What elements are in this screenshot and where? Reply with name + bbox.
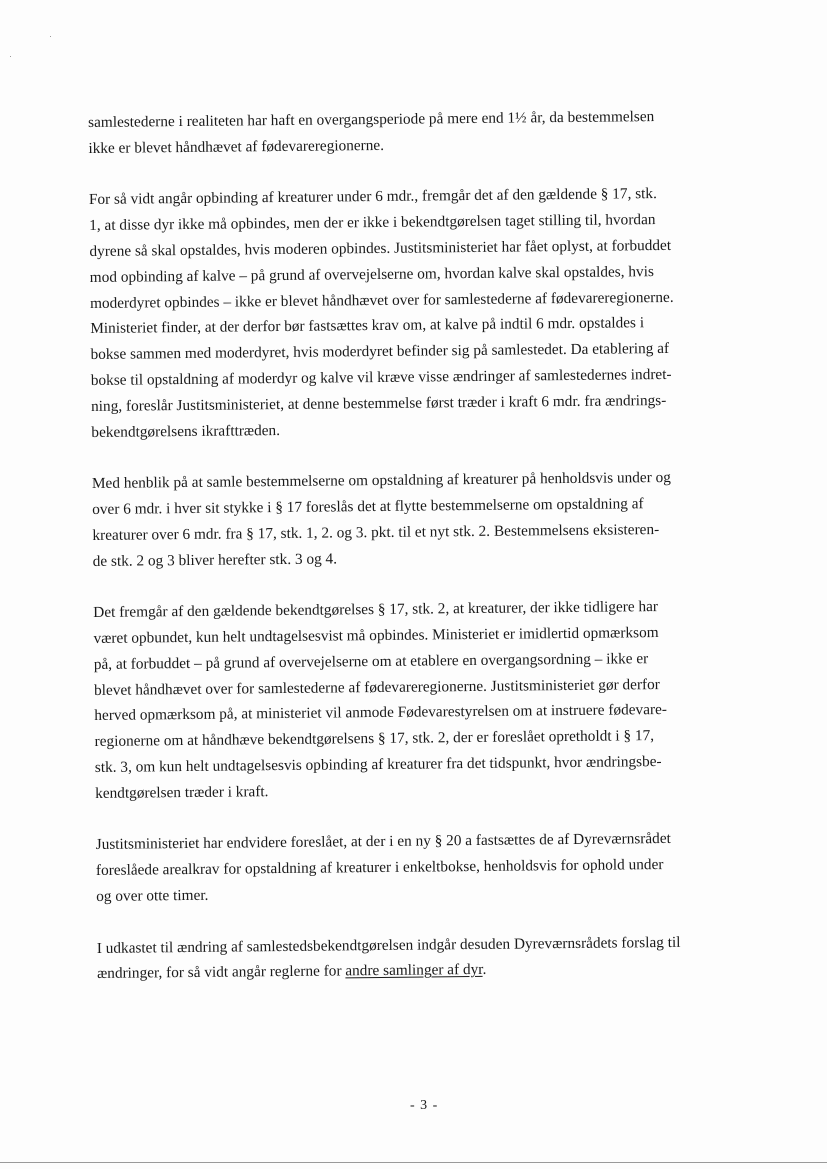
underlined-phrase: andre samlinger af dyr xyxy=(345,961,483,980)
text-line: ikke er blevet håndhævet af fødevareregionerne. xyxy=(88,136,385,157)
text-segment: . xyxy=(482,961,487,979)
paragraph-2 xyxy=(89,180,752,445)
paragraph-6 xyxy=(97,929,758,988)
text-line: Ministeriet finder, at der derfor bør fastsættes krav om, at kalve på indtil 6 mdr. opstaldes i xyxy=(90,314,645,338)
text-line: dyrene så skal opstaldes, hvis moderen opbindes. Justitsministeriet har fået oplyst, at forbuddet xyxy=(89,236,672,260)
text-line: over 6 mdr. i hver sit stykke i § 17 foreslås det at flytte bestemmelserne om opstaldning af xyxy=(92,495,644,518)
text-line: samlestederne i realiteten har haft en overgangsperiode på mere end 1½ år, da bestemmelsen xyxy=(88,108,655,131)
body-text xyxy=(88,103,757,987)
text-line: bokse til opstaldning af moderdyr og kalve vil kræve visse ændringer af samlestedernes indret- xyxy=(90,365,672,389)
text-line: 1, at disse dyr ikke må opbindes, men der er ikke i bekendtgørelsen taget stilling til, hvordan xyxy=(89,211,656,235)
text-line: været opbundet, kun helt undtagelsesvist må opbindes. Ministeriet er imidlertid opmærksom xyxy=(93,623,659,647)
text-line: Justitsministeriet har endvidere foreslået, at der i en ny § 20 a fastsættes de af Dyreværnsrådet xyxy=(95,830,671,854)
text-line: ning, foreslår Justitsministeriet, at denne bestemmelse først træder i kraft 6 mdr. fra ændrings- xyxy=(91,391,667,415)
bottom-edge-rule xyxy=(0,1162,827,1163)
text-line: I udkastet til ændring af samlestedsbekendtgørelsen indgår desuden Dyreværnsrådets forslag til xyxy=(96,933,681,957)
paragraph-3 xyxy=(92,464,753,574)
paragraph-4 xyxy=(93,593,755,806)
text-line: bokse sammen med moderdyret, hvis moderdyret befinder sig på samlestedet. Da etablering af xyxy=(90,340,670,364)
text-line: Med henblik på at samle bestemmelserne om opstaldning af kreaturer på henholdsvis under og xyxy=(91,469,671,493)
text-segment: ændringer, for så vidt angår reglerne for xyxy=(96,962,346,983)
paragraph-1 xyxy=(88,103,749,162)
text-line: kreaturer over 6 mdr. fra § 17, stk. 1, 2. og 3. pkt. til et nyt stk. 2. Bestemmelsens eksisteren- xyxy=(92,520,660,544)
page-number: - 3 - xyxy=(410,1098,439,1113)
text-line: herved opmærksom på, at ministeriet vil anmode Fødevarestyrelsen om at instruere fødevare- xyxy=(94,701,668,725)
text-line: kendtgørelsen træder i kraft. xyxy=(95,782,269,802)
text-line: mod opbinding af kalve – på grund af overvejelserne om, hvordan kalve skal opstaldes, hvis xyxy=(89,262,654,286)
paragraph-5 xyxy=(96,825,757,909)
text-line-last xyxy=(97,954,757,987)
scan-speck xyxy=(10,56,11,57)
text-line: moderdyret opbindes – ikke er blevet håndhævet over for samlestederne af fødevareregionerne. xyxy=(89,288,674,312)
text-line: For så vidt angår opbinding af kreaturer under 6 mdr., fremgår det af den gældende § 17, stk. xyxy=(88,185,657,209)
text-line: stk. 3, om kun helt undtagelsesvis opbinding af kreaturer fra det tidspunkt, hvor ændringsbe- xyxy=(94,752,662,776)
text-line: og over otte timer. xyxy=(96,886,209,905)
scan-speck xyxy=(50,36,51,37)
text-line: på, at forbuddet – på grund af overvejelserne om at etablere en overgangsordning – ikke er xyxy=(93,649,649,673)
text-line: bekendtgørelsens ikrafttræden. xyxy=(91,421,281,441)
text-line: regionerne om at håndhæve bekendtgørelsens § 17, stk. 2, der er foreslået opretholdt i § 17, xyxy=(94,727,655,751)
text-line: foreslåede arealkrav for opstaldning af kreaturer i enkeltbokse, henholdsvis for ophold under xyxy=(95,856,664,880)
text-line: de stk. 2 og 3 bliver herefter stk. 3 og 4. xyxy=(92,549,338,570)
text-line: Det fremgår af den gældende bekendtgørelses § 17, stk. 2, at kreaturer, der ikke tidligere har xyxy=(93,598,659,622)
text-line: blevet håndhævet over for samlestederne af fødevareregionerne. Justitsministeriet gør derfor xyxy=(93,675,660,699)
